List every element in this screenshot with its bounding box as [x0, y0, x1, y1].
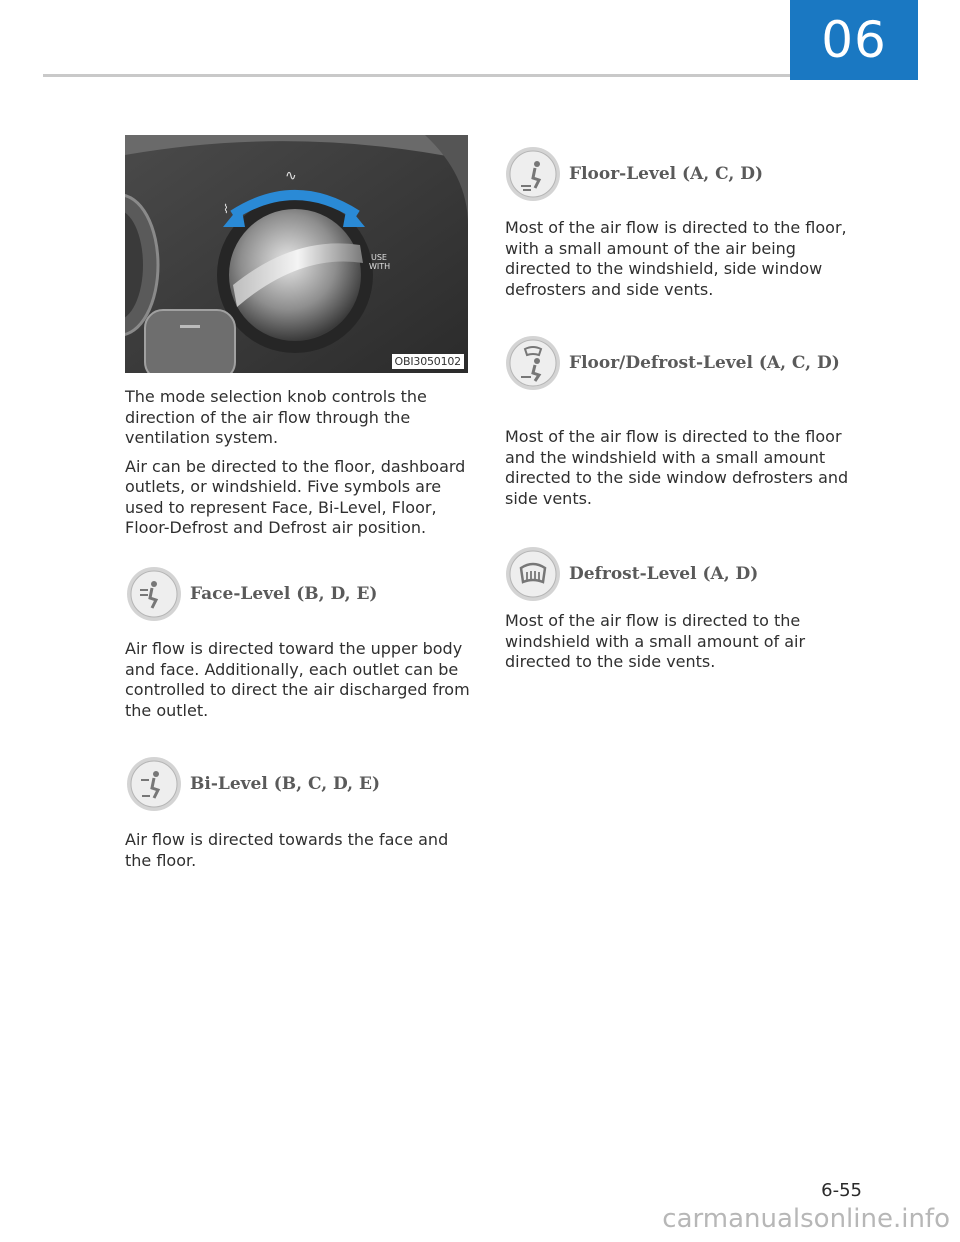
floor-level-description: Most of the air flow is directed to the floor, with a small amount of the air being directed to the windshield, side window defrosters and side vents.: [505, 218, 847, 299]
defrost-heading: [505, 546, 758, 602]
face-level-text: [125, 639, 470, 729]
face-level-title: Face-Level (B, D, E): [190, 584, 378, 604]
watermark: carmanualsonline.info: [662, 1204, 950, 1234]
svg-text:USE: USE: [371, 253, 387, 262]
svg-text:WITH: WITH: [369, 262, 391, 271]
intro-text: [125, 387, 470, 547]
page-number: 6-55: [821, 1180, 862, 1201]
face-level-description: Air flow is directed toward the upper body and face. Additionally, each outlet can be controlled to direct the air discharged from the outlet.: [125, 639, 470, 720]
face-level-heading: [126, 566, 377, 622]
floor-level-title: Floor-Level (A, C, D): [569, 164, 763, 184]
floor-level-heading: [505, 146, 763, 202]
header-rule: [43, 74, 791, 77]
bi-level-icon: [126, 756, 182, 812]
defrost-title: Defrost-Level (A, D): [569, 564, 759, 584]
photo-code: OBI3050102: [392, 354, 464, 369]
bi-level-text: [125, 830, 470, 879]
defrost-icon: [505, 546, 561, 602]
face-level-icon: [126, 566, 182, 622]
floor-level-text: [505, 218, 850, 308]
floor-defrost-icon: [505, 335, 561, 391]
floor-defrost-description: Most of the air flow is directed to the floor and the windshield with a small amount directed to the side window defrosters and side vents.: [505, 427, 849, 508]
bi-level-heading: [126, 756, 380, 812]
defrost-text: [505, 611, 850, 681]
intro-paragraph-2: Air can be directed to the floor, dashboard outlets, or windshield. Five symbols are used to represent Face, Bi-Level, Floor, Floor-Defrost and Defrost air position.: [125, 456, 466, 537]
bi-level-title: Bi-Level (B, C, D, E): [190, 774, 381, 794]
floor-defrost-text: [505, 427, 850, 517]
svg-text:∿: ∿: [285, 168, 297, 184]
intro-paragraph-1: The mode selection knob controls the direction of the air flow through the ventilation system.: [125, 387, 427, 447]
mode-knob-photo: [125, 135, 468, 373]
bi-level-description: Air flow is directed towards the face and the floor.: [125, 830, 449, 870]
defrost-description: Most of the air flow is directed to the windshield with a small amount of air directed to the side vents.: [505, 611, 806, 671]
chapter-tab: [790, 0, 918, 80]
floor-defrost-heading: [505, 335, 840, 391]
floor-defrost-title: Floor/Defrost-Level (A, C, D): [569, 353, 840, 373]
svg-text:⌇: ⌇: [223, 202, 229, 216]
chapter-number: 06: [821, 11, 887, 69]
floor-level-icon: [505, 146, 561, 202]
